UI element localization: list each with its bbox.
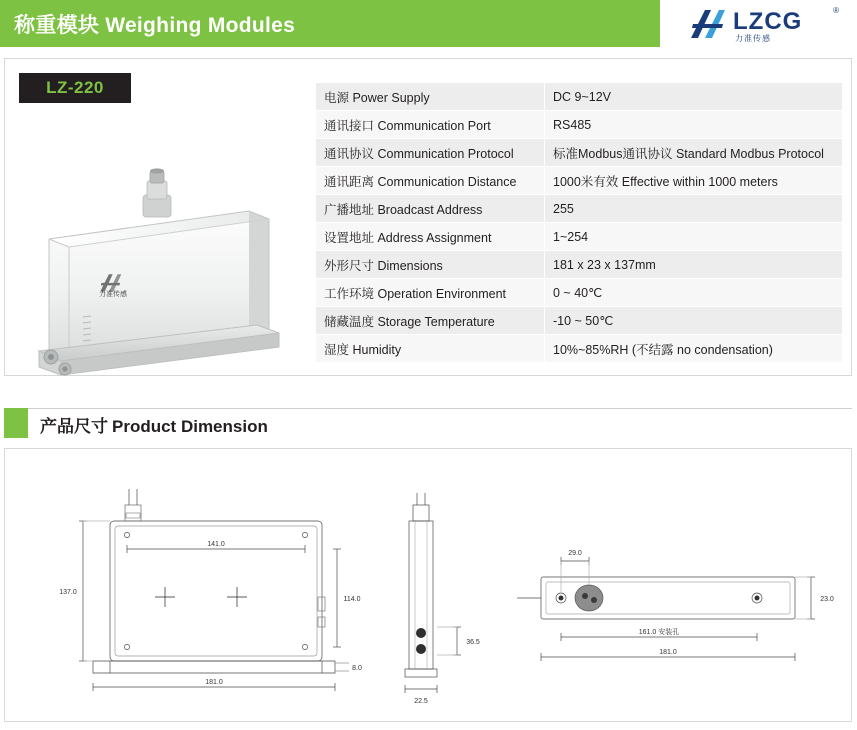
table-row [316,111,843,139]
table-row [316,167,843,195]
specification-table [315,82,843,363]
spec-value: 10%~85%RH (不结露 no condensation) [545,335,843,363]
top-view-drawing [517,557,815,661]
spec-key: 广播地址 Broadcast Address [316,195,545,223]
table-row [316,335,843,363]
spec-key: 通讯接口 Communication Port [316,111,545,139]
table-row [316,195,843,223]
dim-front-foot-thickness: 8.0 [352,665,362,672]
dim-front-inner-height: 114.0 [343,596,361,603]
spec-value: 1~254 [545,223,843,251]
section-divider [4,408,852,409]
model-badge [19,73,131,103]
spec-value: 181 x 23 x 137mm [545,251,843,279]
table-row [316,279,843,307]
table-row [316,223,843,251]
page-title-en: Weighing Modules [105,13,296,37]
page-title-cn: 称重模块 [14,13,100,37]
dim-front-inner-width: 141.0 [207,541,225,548]
dimension-drawings [5,449,851,721]
spec-key: 工作环境 Operation Environment [316,279,545,307]
spec-value: DC 9~12V [545,83,843,111]
front-view-drawing [79,489,349,691]
spec-key: 电源 Power Supply [316,83,545,111]
table-row [316,251,843,279]
spec-value: -10 ~ 50℃ [545,307,843,335]
table-row [316,139,843,167]
dim-front-total-width: 181.0 [205,679,223,686]
spec-key: 通讯协议 Communication Protocol [316,139,545,167]
section-accent-bar [4,408,28,438]
product-photo [21,155,301,385]
logo-subtext: 力准传感 [735,34,771,43]
section-title-en: Product Dimension [112,417,268,436]
dim-side-depth: 22.5 [414,698,428,705]
spec-key: 外形尺寸 Dimensions [316,251,545,279]
page-header [0,0,857,53]
spec-key: 设置地址 Address Assignment [316,223,545,251]
logo-registered-icon: ® [833,6,839,15]
spec-value: 1000米有效 Effective within 1000 meters [545,167,843,195]
logo-mark-icon [689,8,731,47]
table-row [316,307,843,335]
spec-value: 标准Modbus通讯协议 Standard Modbus Protocol [545,139,843,167]
svg-text:力准传感: 力准传感 [99,291,127,298]
product-overview-panel [4,58,852,376]
section-title-cn: 产品尺寸 [40,417,108,436]
model-label: LZ-220 [46,78,104,97]
dim-top-hole-offset: 29.0 [568,550,582,557]
dimension-drawing-panel [4,448,852,722]
section-header-product-dimension [4,408,852,440]
section-title [40,412,268,437]
spec-value: RS485 [545,111,843,139]
dim-top-mount-span: 161.0 安装孔 [638,629,680,636]
dim-front-height-left: 137.0 [59,589,77,596]
spec-key: 储藏温度 Storage Temperature [316,307,545,335]
page-title [0,9,295,39]
spec-key: 通讯距离 Communication Distance [316,167,545,195]
spec-value: 255 [545,195,843,223]
spec-value: 0 ~ 40℃ [545,279,843,307]
header-banner [0,0,660,47]
dim-side-height-mark: 36.5 [466,639,480,646]
dim-top-width-mark: 23.0 [820,596,834,603]
table-row [316,83,843,111]
logo-wordmark: LZCG [733,8,803,35]
brand-logo [689,6,839,46]
dim-top-total-length: 181.0 [659,649,677,656]
side-view-drawing [405,493,461,693]
spec-key: 湿度 Humidity [316,335,545,363]
